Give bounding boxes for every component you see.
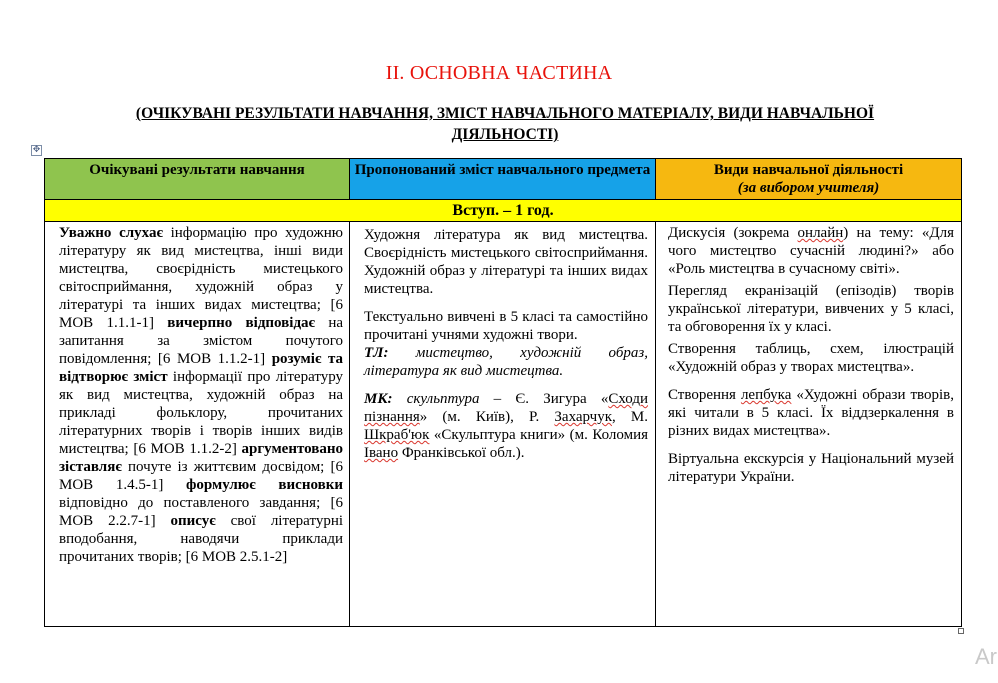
- activity-text: онлайн: [797, 225, 844, 241]
- mk-text: Сходи пізнання: [364, 391, 648, 425]
- header-expected-results: [45, 159, 350, 200]
- result-text: інформації про літературу як вид мистецтва, художній образ на прикладі фольклору, прочитаних літературних творів і творів інших видів мистецтва; [6 МОВ 1.1.2-2]: [59, 369, 343, 457]
- activity-paragraph: [668, 386, 954, 440]
- mk-text: Франківської обл.).: [398, 445, 525, 461]
- header-activity-types-note: (за вибором учителя): [737, 180, 880, 196]
- result-verb: розуміє та відтворює зміст: [59, 351, 344, 385]
- activity-paragraph: [668, 224, 954, 278]
- mk-text: – Є. Зигура «: [479, 391, 609, 407]
- result-verb: Уважно слухає: [59, 225, 163, 241]
- expected-results-cell: [45, 222, 350, 627]
- section-subtitle: (ОЧІКУВАНІ РЕЗУЛЬТАТИ НАВЧАННЯ, ЗМІСТ НАВЧАЛЬНОГО МАТЕРІАЛУ, ВИДИ НАВЧАЛЬНОЇ ДІЯЛЬНОСТІ): [135, 105, 875, 143]
- tl-text: мистецтво, художній образ, література як вид мистецтва.: [364, 345, 648, 379]
- result-text: почуте із життєвим досвідом; [6 МОВ 1.4.5-1]: [59, 459, 343, 493]
- activity-paragraph: Перегляд екранізацій (епізодів) творів української літератури, вивчених у 5 класі, та обговорення їх у класі.: [668, 283, 954, 335]
- interdisciplinary-note: [364, 390, 648, 462]
- result-text: свої літературні вподобання, наводячи приклади прочитаних творів; [6 МОВ 2.5.1-2]: [59, 513, 344, 565]
- activity-text: лепбука: [740, 387, 792, 403]
- result-verb: аргументовано зіставляє: [59, 441, 344, 475]
- activity-types-cell: [656, 222, 962, 627]
- header-expected-results-label: Очікувані результати навчання: [89, 162, 305, 178]
- result-text: інформацію про художню літературу як вид мистецтва, інші види мистецтва, своєрідність мистецького світосприймання, художній образ у літературі та інших видах мистецтва; [6 МОВ 1.1.1-1]: [59, 225, 343, 331]
- content-paragraph: Текстуально вивчені в 5 класі та самостійно прочитані учнями художні твори.: [364, 309, 648, 343]
- curriculum-table: [44, 158, 962, 627]
- tl-label: ТЛ:: [364, 345, 389, 361]
- activity-paragraph: Віртуальна екскурсія у Національний музей літератури України.: [668, 451, 954, 485]
- activity-text: «Художні образи творів, які читали в 5 класі. Їх віддзеркалення в різних видах мистецтва».: [668, 387, 954, 439]
- resize-handle[interactable]: [958, 628, 964, 634]
- activity-text: ) на тему: «Для чого мистецтво сучасній людині?» або «Роль мистецтва в сучасному світі».: [668, 225, 954, 277]
- content-paragraph: Художня література як вид мистецтва. Своєрідність мистецького світосприймання. Художній образ у літературі та інших видах мистецтва.: [364, 227, 648, 297]
- proposed-content-cell: [350, 222, 656, 627]
- mk-label: МК:: [364, 391, 393, 407]
- mk-text: » (м. Київ), Р.: [419, 409, 555, 425]
- activity-text: Дискусія (зокрема: [668, 225, 798, 241]
- result-text: на запитання за змістом почутого повідомлення; [6 МОВ 1.1.2-1]: [59, 315, 343, 367]
- move-anchor-icon[interactable]: ✥: [32, 145, 41, 155]
- header-activity-types-label: Види навчальної діяльності: [713, 162, 904, 178]
- header-activity-types: [656, 159, 962, 200]
- mk-text: Івано: [364, 445, 399, 461]
- header-proposed-content-label: Пропонований зміст навчального предмета: [354, 162, 651, 178]
- result-text: відповідно до поставленого завдання; [6 МОВ 2.2.7-1]: [59, 495, 343, 529]
- header-proposed-content: [350, 159, 656, 200]
- mk-text: Захарчук: [554, 409, 612, 425]
- mk-text: «Скульптура книги» (м. Коломия: [429, 427, 648, 443]
- result-verb: вичерпно відповідає: [167, 315, 316, 331]
- result-verb: формулює висновки: [186, 477, 343, 493]
- activity-paragraph: Створення таблиць, схем, ілюстрацій «Художній образ у творах мистецтва».: [668, 341, 954, 375]
- mk-italic: скульптура: [392, 391, 480, 407]
- mk-text: Шкраб'юк: [364, 427, 430, 443]
- watermark-text: Ar: [975, 644, 997, 669]
- section-title: ІІ. ОСНОВНА ЧАСТИНА: [385, 62, 613, 84]
- result-verb: описує: [170, 513, 216, 529]
- table-row: [45, 222, 962, 627]
- mk-text: , М.: [612, 409, 648, 425]
- table-header-row: [45, 159, 962, 200]
- section-label: Вступ. – 1 год.: [45, 200, 962, 222]
- literary-theory-note: [364, 344, 648, 380]
- section-row: [45, 200, 962, 222]
- activity-text: Створення: [668, 387, 741, 403]
